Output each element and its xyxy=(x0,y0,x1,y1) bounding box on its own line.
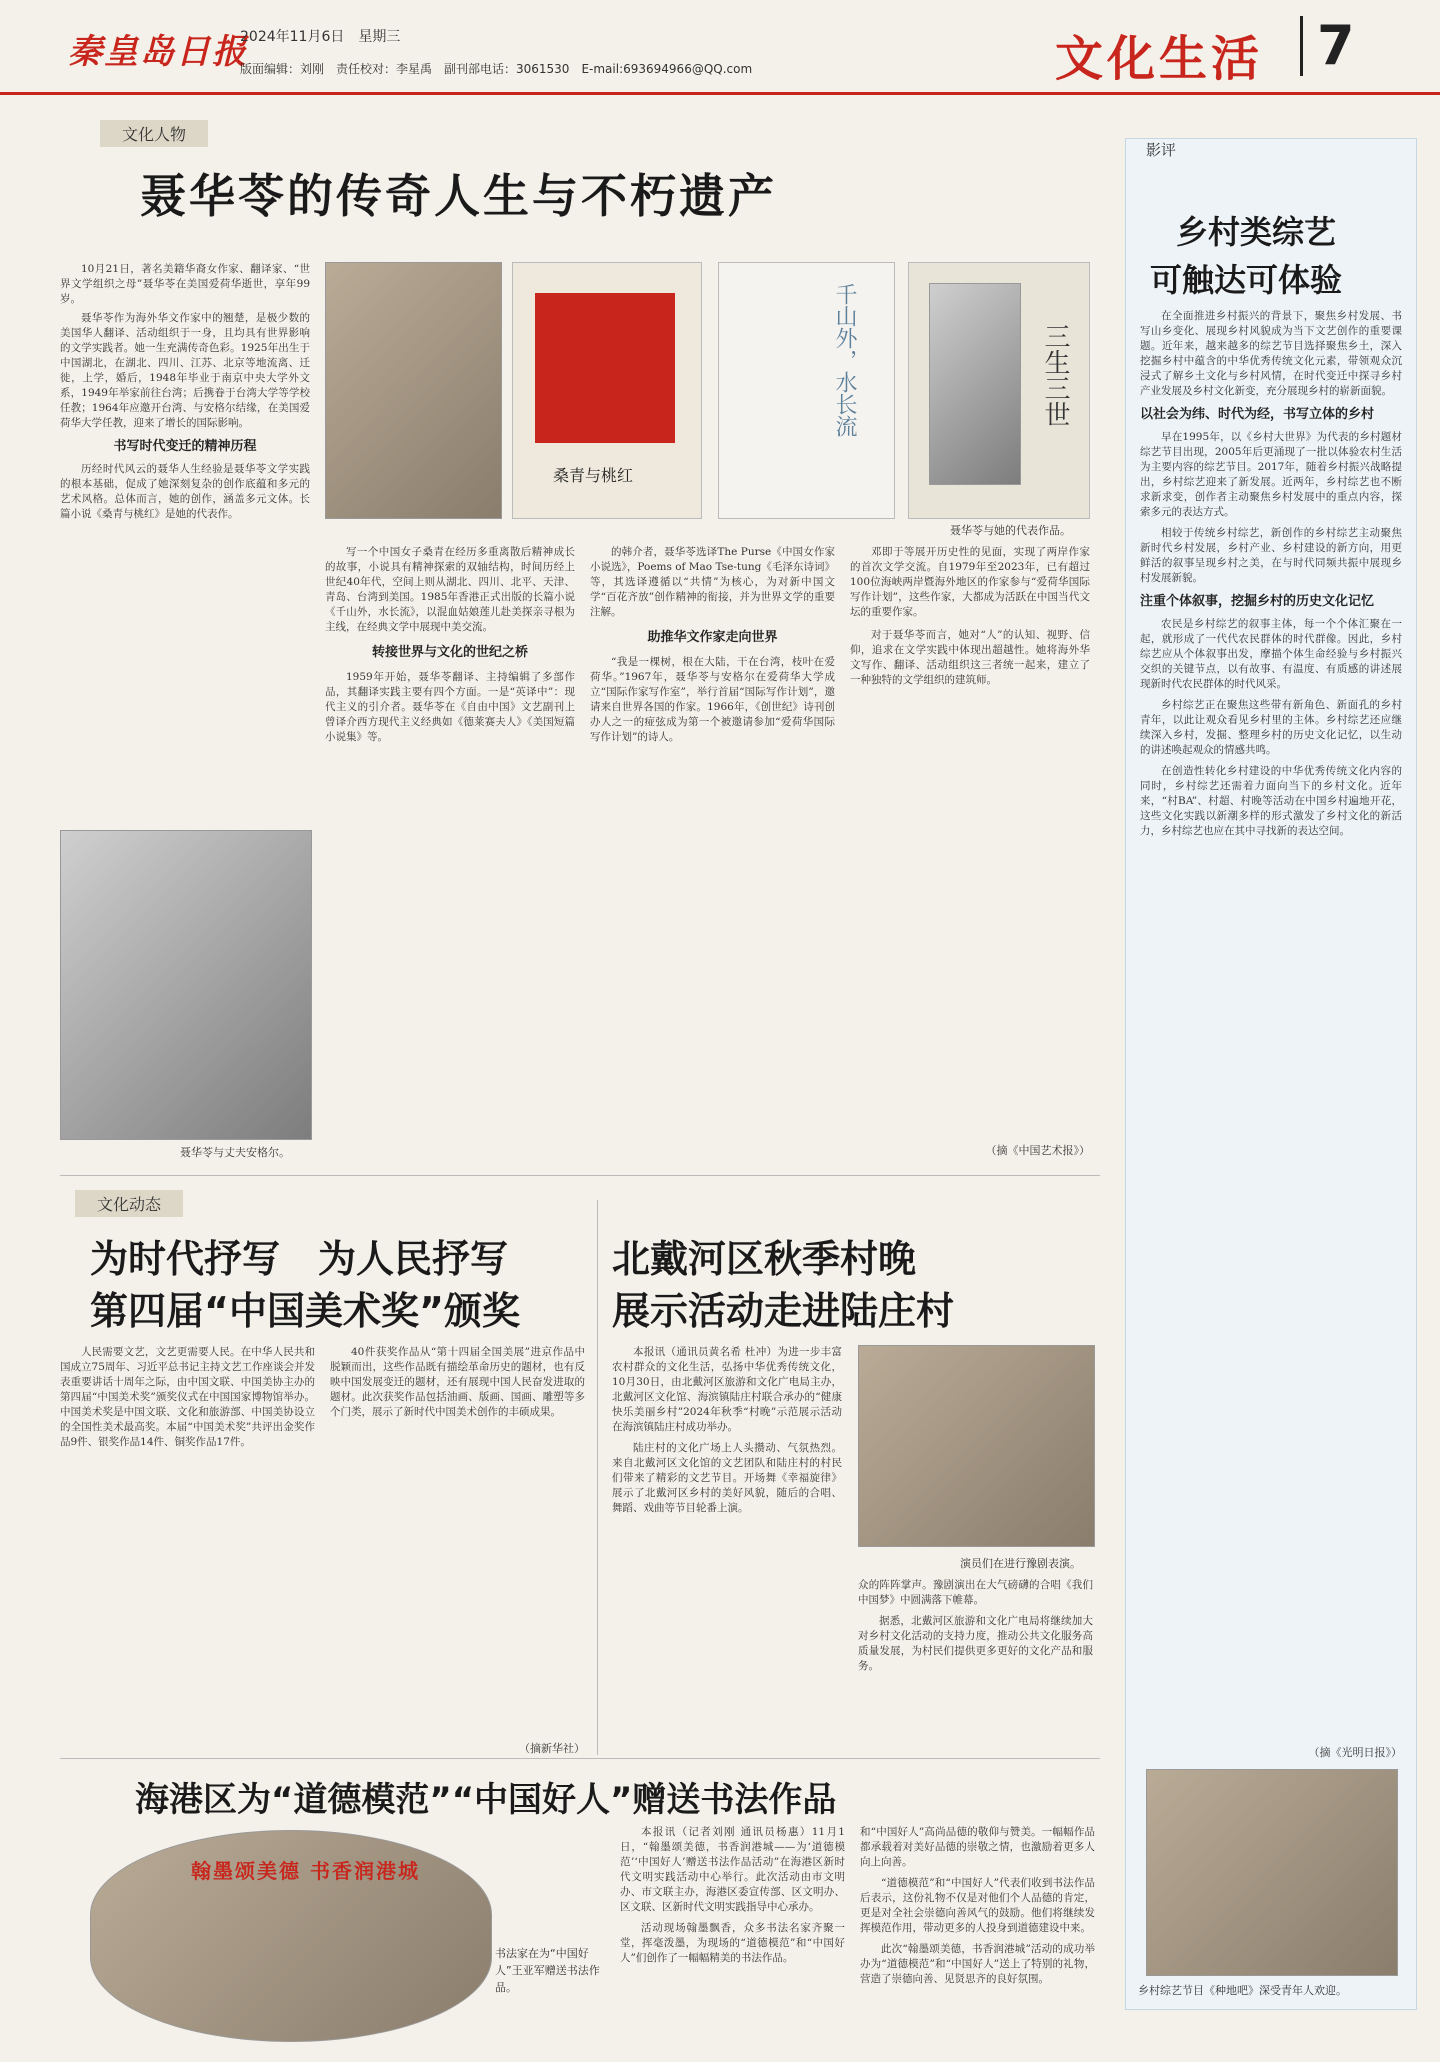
feature-col2b-text: 1959年开始，聂华苓翻译、主持编辑了多部作品，其翻译实践主要有四个方面。一是“英译中”：现代主义的引介者。聂华苓在《自由中国》文艺副刊上曾译介西方现代主义经典如《德莱赛夫人》《美国短篇小说集》等。 xyxy=(325,671,575,743)
review-p3: 相较于传统乡村综艺，新创作的乡村综艺主动聚焦新时代乡村发展，乡村产业、乡村建设的新方向，用更鲜活的叙事呈现乡村之美，在与时代同频共振中展现乡村发展新貌。 xyxy=(1140,527,1402,584)
review-headline-2: 可触达可体验 xyxy=(1150,261,1343,299)
feature-lead: 10月21日，著名美籍华裔女作家、翻译家、“世界文学组织之母”聂华苓在美国爱荷华逝世，享年99岁。 xyxy=(60,263,310,305)
feature-col2-text: 写一个中国女子桑青在经历多重离散后精神成长的故事，小说具有精神探索的双轴结构，时间历经上世纪40年代，空间上则从湖北、四川、北平、天津、青岛、台湾到美国。1985年香港正式出版的长篇小说《千山外，水长流》，以混血姑娘莲儿赴美探亲寻根为主线，在经典文学中展现中美交流。 xyxy=(325,546,575,633)
feature-col3 xyxy=(590,545,835,1165)
calligraphy-col2b-text: “道德模范”和“中国好人”代表们收到书法作品后表示，这份礼物不仅是对他们个人品德的肯定，更是对全社会崇德向善风气的鼓励。他们将继续发挥模范作用，带动更多的人投身到道德建设中来。 xyxy=(860,1877,1095,1934)
calligraphy-col2 xyxy=(860,1825,1095,2055)
book-title-2: 千山外，水长流 xyxy=(832,283,857,437)
village-headline-2: 展示活动走进陆庄村 xyxy=(612,1289,955,1333)
opera-caption: 演员们在进行豫剧表演。 xyxy=(960,1557,1081,1570)
review-p4: 农民是乡村综艺的叙事主体，每一个个体汇聚在一起，就形成了一代代农民群体的时代群像。因此，乡村综艺应从个体叙事出发，摩描个体生命经验与乡村振兴交织的关键节点，以有故事、有温度、有质感的讲述展现新时代农民群体的时代风采。 xyxy=(1140,618,1402,690)
review-headline-1: 乡村类综艺 xyxy=(1176,213,1337,251)
village-col2-text: 陆庄村的文化广场上人头攒动、气氛热烈。来自北戴河区文化馆的文艺团队和陆庄村的村民们带来了精彩的文艺节目。开场舞《幸福旋律》展示了北戴河区乡村的美好风貌，随后的合唱、舞蹈、戏曲等节目轮番上演。 xyxy=(612,1442,842,1514)
newspaper-logo: 秦皇岛日报 xyxy=(68,32,248,72)
feature-col4-text: 邓即于等展开历史性的见面，实现了两岸作家的首次文学交流。自1979年至2023年，已有超过100位海峡两岸暨海外地区的作家参与“爱荷华国际写作计划”，这些作家，大都成为活跃在中国当代文坛的重要作家。 xyxy=(850,546,1090,618)
feature-para1: 聂华苓作为海外华文作家中的翘楚，是极少数的美国华人翻译、活动组织于一身，且均具有世界影响的文学实践者。她一生充满传奇色彩。1925年出生于中国湖北，在湖北、四川、江苏、北京等地流离、迁徙，上学，婚后，1948年毕业于南京中央大学外文系，1949年举家前往台湾；后携眷于台湾大学等学校任教；1964年应邀开台湾、与安格尔结缘，在美国爱荷华大学任教，迎来了增长的国际影响。 xyxy=(60,312,310,429)
art-headline-2: 第四届“中国美术奖”颁奖 xyxy=(90,1289,520,1333)
art-col1 xyxy=(60,1345,315,1745)
review-body xyxy=(1140,309,1402,1749)
review-photo xyxy=(1146,1769,1398,1976)
issue-date: 2024年11月6日 星期三 xyxy=(240,29,401,45)
books-caption: 聂华苓与她的代表作品。 xyxy=(950,524,1071,537)
book-title-3: 三生三世 xyxy=(1040,323,1070,427)
village-headline-1: 北戴河区秋季村晚 xyxy=(612,1237,917,1281)
art-headline-1: 为时代抒写 为人民抒写 xyxy=(90,1237,509,1281)
calligraphy-col2-text: 和“中国好人”高尚品德的敬仰与赞美。一幅幅作品都承载着对美好品德的崇敬之情，也激励着更多人向上向善。 xyxy=(860,1826,1095,1868)
art-col2-text: 40件获奖作品从“第十四届全国美展”进京作品中脱颖而出，这些作品既有描绘革命历史的题材，也有反映中国发展变迁的题材，还有展现中国人民奋发进取的题材。此次获奖作品包括油画、版画、国画、雕塑等多个门类，展示了新时代中国美术创作的丰硕成果。 xyxy=(330,1346,585,1418)
review-p6: 在创造性转化乡村建设的中华优秀传统文化内容的同时，乡村综艺还需着力面向当下的乡村文化。近年来，“村BA”、村超、村晚等活动在中国乡村遍地开花，这些文化实践以新潮多样的形式激发了乡村文化的新活力，乡村综艺也应在其中寻找新的表达空间。 xyxy=(1140,765,1402,837)
review-p2: 早在1995年，以《乡村大世界》为代表的乡村题材综艺节目出现，2005年后更涌现了一批以体验农村生活为主要内容的综艺节目。2017年，随着乡村振兴战略提出，乡村综艺迎来了新发展。近两年，乡村综艺也不断求新求变，创作者主动聚焦乡村发展中的重点内容，探索多元的表达方式。 xyxy=(1140,431,1402,518)
book-cover-1 xyxy=(512,262,702,519)
section-title: 文化生活 xyxy=(1055,31,1264,87)
calligraphy-caption: 书法家在为“中国好人”王亚军赠送书法作品。 xyxy=(495,1947,600,1994)
feature-headline: 聂华苓的传奇人生与不朽遗产 xyxy=(140,169,777,223)
feature-credit: （摘《中国艺术报》） xyxy=(985,1144,1090,1157)
calligraphy-banner: 翰墨颂美德 书香润港城 xyxy=(191,1859,420,1883)
feature-col3b-text: “我是一棵树，根在大陆，干在台湾，枝叶在爱荷华。”1967年，聂华苓与安格尔在爱荷华大学成立“国际作家写作室”，举行首届“国际写作计划”，邀请来自世界各国的作家。1966年，《创世纪》诗刊创办人之一的痖弦成为第一个被邀请参加“爱荷华国际写作计划”的诗人。 xyxy=(590,656,835,743)
calligraphy-photo xyxy=(90,1830,492,2042)
village-col1-text: 本报讯（通讯员黄名希 杜冲）为进一步丰富农村群众的文化生活，弘扬中华优秀传统文化，10月30日，由北戴河区旅游和文化广电局主办，北戴河区文化馆、海滨镇陆庄村联合承办的“健康快乐美丽乡村”2024年秋季“村晚”示范展示活动在海滨镇陆庄村成功举办。 xyxy=(612,1346,842,1433)
art-col2 xyxy=(330,1345,585,1725)
calligraphy-col1 xyxy=(620,1825,845,2055)
divider xyxy=(597,1200,598,1755)
calligraphy-col2c-text: 此次“翰墨颂美德，书香润港城”活动的成功举办为“道德模范”和“中国好人”送上了特别的礼物，营造了崇德向善、见贤思齐的良好氛围。 xyxy=(860,1943,1095,1985)
opera-photo xyxy=(858,1345,1095,1547)
village-col3 xyxy=(858,1578,1093,1748)
feature-col3-text: 的韩介者，聂华苓选译The Purse《中国女作家小说选》，Poems of Mao Tse-tung《毛泽东诗词》等，其选译遵循以“共情”为核心，为对新中国文学“百花齐放”创作精神的衔接，并为世界文学的重要注解。 xyxy=(590,546,835,618)
review-p5: 乡村综艺正在聚焦这些带有新角色、新面孔的乡村青年，以此让观众看见乡村里的主体。乡村综艺还应继续深入乡村，发掘、整理乡村的历史文化记忆，以生动的讲述唤起观众的情感共鸣。 xyxy=(1140,699,1402,756)
feature-col4 xyxy=(850,545,1090,1105)
couple-photo xyxy=(60,830,312,1140)
feature-subhead-2: 转接世界与文化的世纪之桥 xyxy=(371,645,528,660)
art-col1-text: 人民需要文艺，文艺更需要人民。在中华人民共和国成立75周年、习近平总书记主持文艺工作座谈会并发表重要讲话十周年之际，由中国文联、中国美协主办的第四届“中国美术奖”颁奖仪式在中国国家博物馆举办。中国美术奖是中国文联、文化和旅游部、中国美协设立的全国性美术最高奖。本届“中国美术奖”共评出金奖作品9件、银奖作品14件、铜奖作品17件。 xyxy=(60,1346,315,1448)
review-caption: 乡村综艺节目《种地吧》深受青年人欢迎。 xyxy=(1138,1984,1347,1997)
review-p1: 在全面推进乡村振兴的背景下，聚焦乡村发展、书写山乡变化、展现乡村风貌成为当下文艺创作的重要课题。近年来，越来越多的综艺节目选择聚焦乡土，深入挖掘乡村中蕴含的中华优秀传统文化元素，带领观众沉浸式了解乡土文化与乡村风情，在时代变迁中探寻乡村产业发展及乡村文化新变，充分展现乡村的崭新面貌。 xyxy=(1140,310,1402,397)
village-col1 xyxy=(612,1345,842,1745)
village-col3b-text: 据悉，北戴河区旅游和文化广电局将继续加大对乡村文化活动的支持力度，推动公共文化服务高质量发展，为村民们提供更多更好的文化产品和服务。 xyxy=(858,1615,1093,1672)
portrait-photo xyxy=(325,262,502,519)
village-col3-text: 众的阵阵掌声。豫剧演出在大气磅礴的合唱《我们中国梦》中圆满落下帷幕。 xyxy=(858,1579,1093,1606)
book-cover-3 xyxy=(908,262,1090,519)
calligraphy-col1-text: 本报讯（记者刘刚 通讯员杨惠）11月1日，“翰墨颂美德，书香润港城——为‘道德模范’‘中国好人’赠送书法作品活动”在海港区新时代文明实践活动中心举行。此次活动由市文明办、市文联主办，海港区委宣传部、区文明办、区文联、区新时代文明实践指导中心承办。 xyxy=(620,1826,845,1913)
review-column xyxy=(1125,138,1417,2010)
review-subhead-2: 注重个体叙事，挖掘乡村的历史文化记忆 xyxy=(1140,594,1375,609)
review-subhead-1: 以社会为纬、时代为经，书写立体的乡村 xyxy=(1140,407,1375,422)
art-credit: （摘新华社） xyxy=(519,1742,585,1755)
book-title-1: 桑青与桃红 xyxy=(553,466,634,485)
divider xyxy=(60,1758,1100,1759)
feature-col4b-text: 对于聂华苓而言，她对“人”的认知、视野、信仰，追求在文学实践中体现出超越性。她将海外华文写作、翻译、活动组织这三者统一起来，建立了一种独特的文学组织的建筑师。 xyxy=(850,629,1090,686)
book-cover-2 xyxy=(718,262,895,519)
couple-caption: 聂华苓与丈夫安格尔。 xyxy=(180,1146,290,1159)
book-cover-art xyxy=(535,293,675,443)
masthead xyxy=(0,0,1440,95)
feature-para2: 历经时代风云的聂华人生经验是聂华苓文学实践的根本基础，促成了她深刻复杂的创作底蕴和多元的艺术风格。总体而言，她的创作，涵盖多元文体。长篇小说《桑青与桃红》是她的代表作。 xyxy=(60,463,310,520)
book-cover-photo xyxy=(929,283,1021,485)
divider xyxy=(60,1175,1100,1176)
art-section-tag: 文化动态 xyxy=(75,1190,183,1217)
page-number: 7 xyxy=(1300,16,1355,76)
feature-subhead-1: 书写时代变迁的精神历程 xyxy=(113,439,257,454)
feature-section-tag: 文化人物 xyxy=(100,120,208,147)
feature-col1 xyxy=(60,262,310,862)
feature-col2 xyxy=(325,545,575,1165)
review-credit: （摘《光明日报》） xyxy=(1308,1746,1402,1759)
editor-info: 版面编辑：刘刚 责任校对：李星禹 副刊部电话：3061530 E-mail:693694966@QQ.com xyxy=(240,62,753,76)
feature-subhead-3: 助推华文作家走向世界 xyxy=(647,630,778,645)
calligraphy-headline: 海港区为“道德模范”“中国好人”赠送书法作品 xyxy=(135,1780,837,1820)
calligraphy-col1b-text: 活动现场翰墨飘香，众多书法名家齐聚一堂，挥毫泼墨，为现场的“道德模范”和“中国好人”们创作了一幅幅精美的书法作品。 xyxy=(620,1922,845,1964)
review-section-tag: 影评 xyxy=(1146,141,1177,159)
